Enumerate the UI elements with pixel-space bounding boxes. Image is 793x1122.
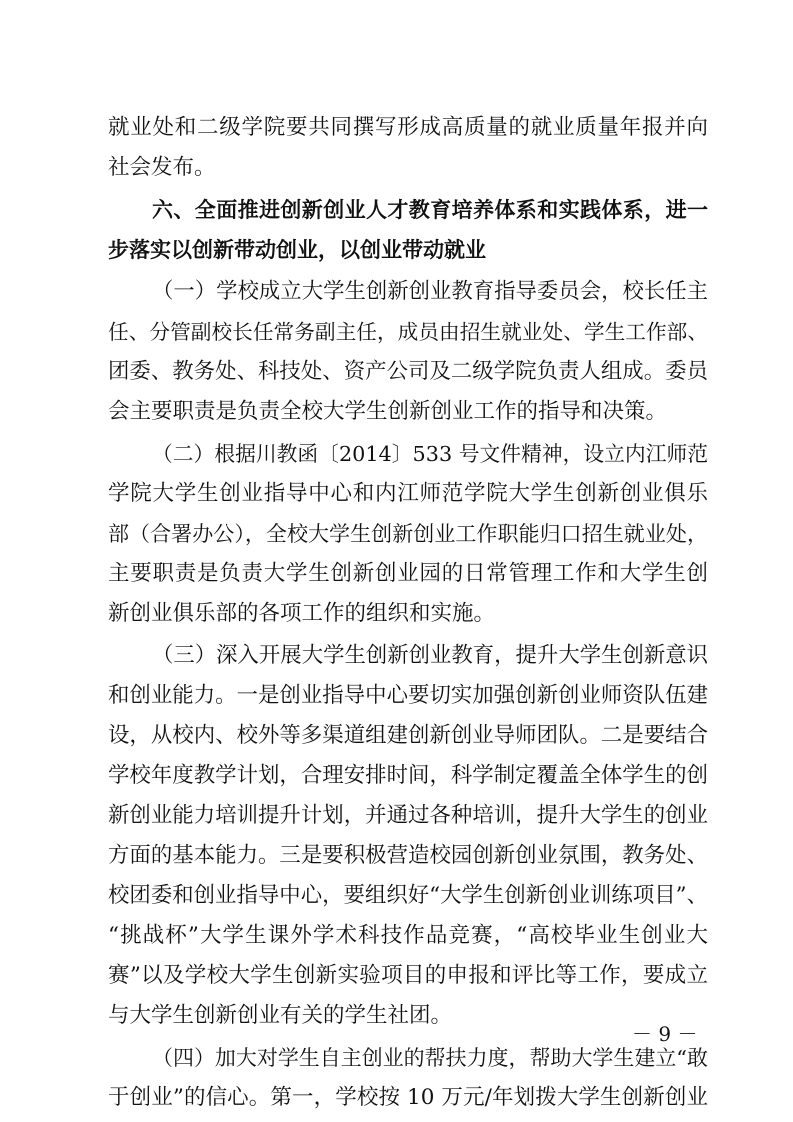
paragraph-line: 学校年度教学计划，合理安排时间，科学制定覆盖全体学生的创	[108, 763, 708, 788]
paragraph-line: （四）加大对学生自主创业的帮扶力度，帮助大学生建立“敢	[152, 1046, 708, 1070]
page-number: － 9 －	[632, 1022, 698, 1046]
paragraph-line: 方面的基本能力。三是要积极营造校园创新创业氛围，教务处、	[108, 843, 708, 868]
paragraph-line: （三）深入开展大学生创新创业教育，提升大学生创新意识	[152, 643, 708, 668]
paragraph-line: 团委、教务处、科技处、资产公司及二级学院负责人组成。委员	[108, 359, 708, 384]
paragraph-line: 任、分管副校长任常务副主任，成员由招生就业处、学生工作部、	[108, 320, 708, 344]
paragraph-line: 赛”以及学校大学生创新实验项目的申报和评比等工作，要成立	[108, 963, 708, 988]
paragraph-line: 设，从校内、校外等多渠道组建创新创业导师团队。二是要结合	[108, 723, 708, 748]
paragraph-line: 部（合署办公），全校大学生创新创业工作职能归口招生就业处，	[108, 521, 708, 546]
paragraph-line: 新创业俱乐部的各项工作的组织和实施。	[108, 601, 496, 626]
paragraph-line: “挑战杯”大学生课外学术科技作品竞赛，“高校毕业生创业大	[108, 923, 708, 948]
paragraph-line: 与大学生创新创业有关的学生社团。	[108, 1003, 453, 1028]
paragraph-line: 于创业”的信心。第一，学校按 10 万元/年划拨大学生创新创业	[108, 1085, 708, 1110]
section-heading: 六、全面推进创新创业人才教育培养体系和实践体系，进一	[152, 198, 708, 222]
paragraph-line: 学院大学生创业指导中心和内江师范学院大学生创新创业俱乐	[108, 481, 708, 506]
paragraph-line: 和创业能力。一是创业指导中心要切实加强创新创业师资队伍建	[108, 683, 708, 708]
body-line: 就业处和二级学院要共同撰写形成高质量的就业质量年报并向	[108, 115, 708, 140]
paragraph-line: （一）学校成立大学生创新创业教育指导委员会，校长任主	[152, 279, 708, 304]
paragraph-line: 主要职责是负责大学生创新创业园的日常管理工作和大学生创	[108, 561, 708, 586]
paragraph-line: （二）根据川教函〔2014〕533 号文件精神，设立内江师范	[152, 442, 708, 466]
paragraph-line: 会主要职责是负责全校大学生创新创业工作的指导和决策。	[108, 399, 668, 424]
section-heading: 步落实以创新带动创业，以创业带动就业	[108, 238, 486, 262]
paragraph-line: 新创业能力培训提升计划，并通过各种培训，提升大学生的创业	[108, 803, 708, 828]
body-line: 社会发布。	[108, 155, 216, 180]
paragraph-line: 校团委和创业指导中心，要组织好“大学生创新创业训练项目”、	[108, 883, 708, 908]
